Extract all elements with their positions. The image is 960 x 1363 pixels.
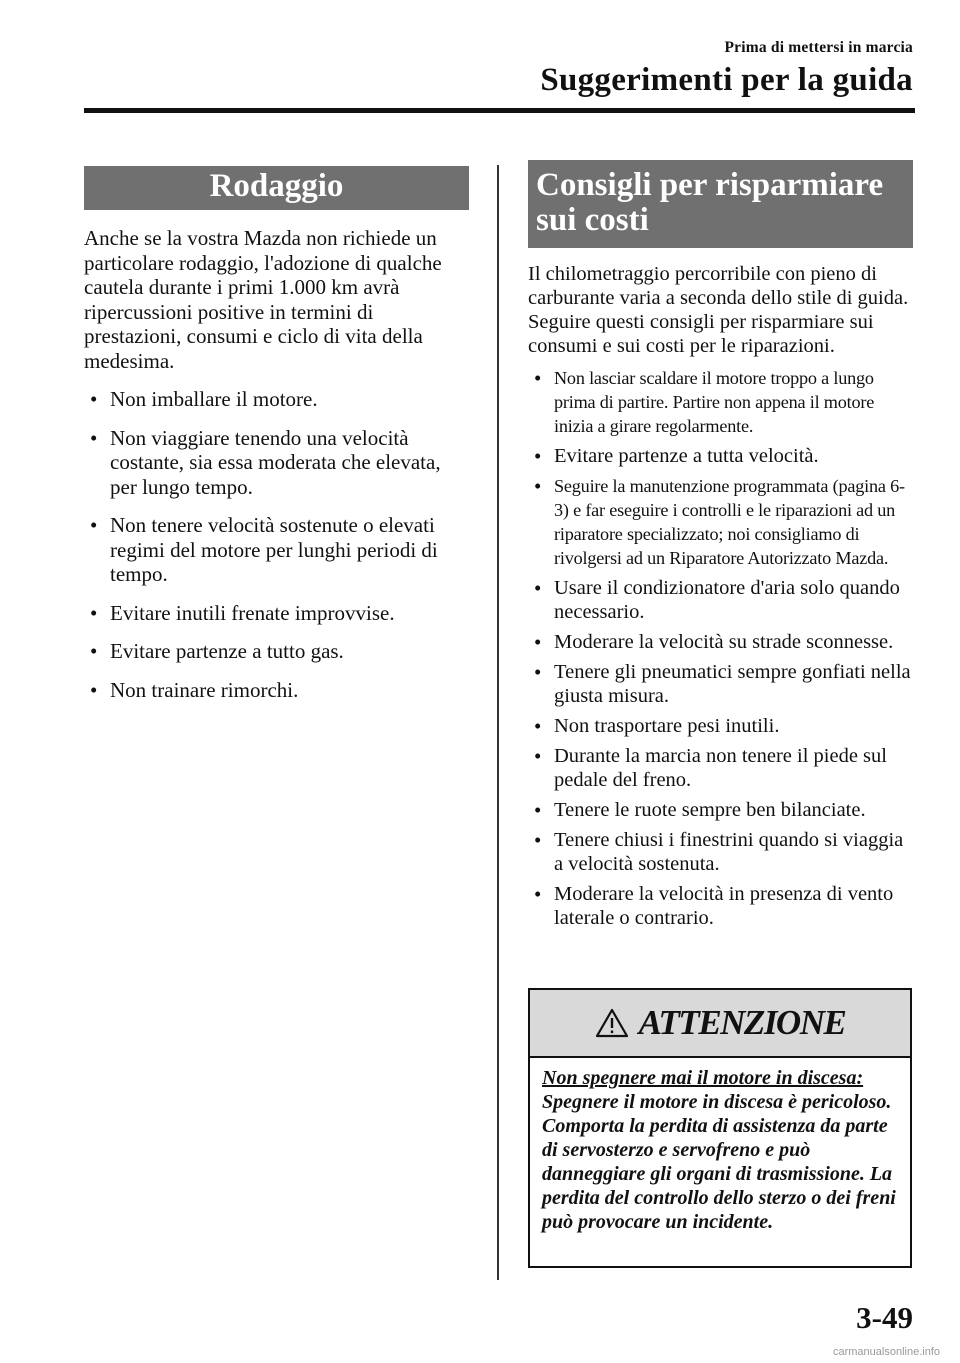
- bullet-icon: •: [534, 744, 542, 768]
- bullet-icon: •: [534, 660, 542, 684]
- section-rodaggio: [84, 166, 469, 716]
- bullet-icon: •: [90, 639, 98, 663]
- list-item: • Evitare inutili frenate improvvise.: [90, 600, 395, 625]
- list-item: • Non tenere velocità sostenute o elevati regimi del motore per lunghi periodi di tempo.: [90, 513, 438, 586]
- bullet-icon: •: [534, 576, 542, 600]
- header-title: Suggerimenti per la guida: [540, 62, 913, 98]
- list-item: • Evitare partenze a tutta velocità.: [534, 444, 819, 468]
- page-number: 3-49: [856, 1300, 913, 1335]
- list-item: • Non trainare rimorchi.: [90, 677, 299, 702]
- heading-line-1: Consigli per risparmiare: [536, 167, 884, 203]
- warning-title: ATTENZIONE: [638, 1003, 846, 1042]
- bullet-icon: •: [534, 444, 542, 468]
- bullet-icon: •: [534, 630, 542, 654]
- list-item: • Tenere gli pneumatici sempre gonfiati nella giusta misura.: [534, 660, 911, 707]
- header-rule: [84, 108, 915, 113]
- consigli-intro: Il chilometraggio percorribile con pieno di carburante varia a seconda dello stile di guida. Seguire questi consigli per risparmiare sui consumi e sui costi per le riparazioni.: [528, 263, 909, 357]
- section-heading-rodaggio: Rodaggio: [84, 166, 469, 210]
- heading-line-2: sui costi: [536, 202, 649, 238]
- bullet-icon: •: [534, 828, 542, 852]
- watermark: carmanualsonline.info: [832, 1346, 940, 1358]
- header-section-label: Prima di mettersi in marcia: [724, 39, 913, 56]
- rodaggio-bullet-list: [84, 387, 469, 702]
- list-item: • Evitare partenze a tutto gas.: [90, 639, 344, 663]
- bullet-icon: •: [90, 600, 98, 625]
- bullet-icon: •: [534, 714, 542, 738]
- list-item: • Seguire la manutenzione programmata (pagina 6-3) e far eseguire i controlli e le riparazioni ad un riparatore specializzato; noi consigliamo di rivolgersi ad un Riparatore Autorizzato Mazda.: [534, 474, 905, 568]
- bullet-icon: •: [534, 798, 542, 822]
- section-heading-consigli: [528, 160, 913, 248]
- warning-body: [530, 1058, 910, 1234]
- bullet-icon: •: [90, 425, 98, 450]
- warning-box: [528, 988, 912, 1268]
- bullet-icon: •: [90, 677, 98, 702]
- list-item: • Non imballare il motore.: [90, 387, 318, 411]
- warning-triangle-icon: [595, 1008, 629, 1038]
- list-item: • Non viaggiare tenendo una velocità costante, sia essa moderata che elevata, per lungo tempo.: [90, 425, 441, 499]
- warning-header: [530, 990, 910, 1058]
- list-item: • Tenere chiusi i finestrini quando si viaggia a velocità sostenuta.: [534, 828, 904, 875]
- list-item: • Non trasportare pesi inutili.: [534, 714, 780, 738]
- list-item: • Durante la marcia non tenere il piede sul pedale del freno.: [534, 744, 887, 791]
- list-item: • Moderare la velocità su strade sconnesse.: [534, 630, 894, 654]
- rodaggio-intro: Anche se la vostra Mazda non richiede un particolare rodaggio, l'adozione di qualche cautela durante i primi 1.000 km avrà ripercussioni positive in termini di prestazioni, consumi e ciclo di vita della medesima.: [84, 226, 442, 373]
- list-item: • Usare il condizionatore d'aria solo quando necessario.: [534, 576, 900, 623]
- list-item: • Moderare la velocità in presenza di vento laterale o contrario.: [534, 882, 894, 929]
- section-consigli: [528, 160, 913, 936]
- bullet-icon: •: [90, 513, 98, 537]
- consigli-bullet-list: [528, 366, 913, 930]
- bullet-icon: •: [534, 882, 542, 906]
- warning-text: Spegnere il motore in discesa è pericoloso. Comporta la perdita di assistenza da parte di servosterzo e servofreno e può danneggiare gli organi di trasmissione. La perdita del controllo dello sterzo o dei freni può provocare un incidente.: [542, 1091, 896, 1233]
- list-item: • Non lasciar scaldare il motore troppo a lungo prima di partire. Partire non appena il motore inizia a girare regolarmente.: [534, 366, 875, 436]
- bullet-icon: •: [534, 474, 542, 498]
- list-item: • Tenere le ruote sempre ben bilanciate.: [534, 798, 866, 822]
- column-divider: [497, 165, 499, 1280]
- bullet-icon: •: [534, 366, 542, 390]
- warning-subtitle: Non spegnere mai il motore in discesa:: [542, 1067, 864, 1089]
- bullet-icon: •: [90, 387, 98, 411]
